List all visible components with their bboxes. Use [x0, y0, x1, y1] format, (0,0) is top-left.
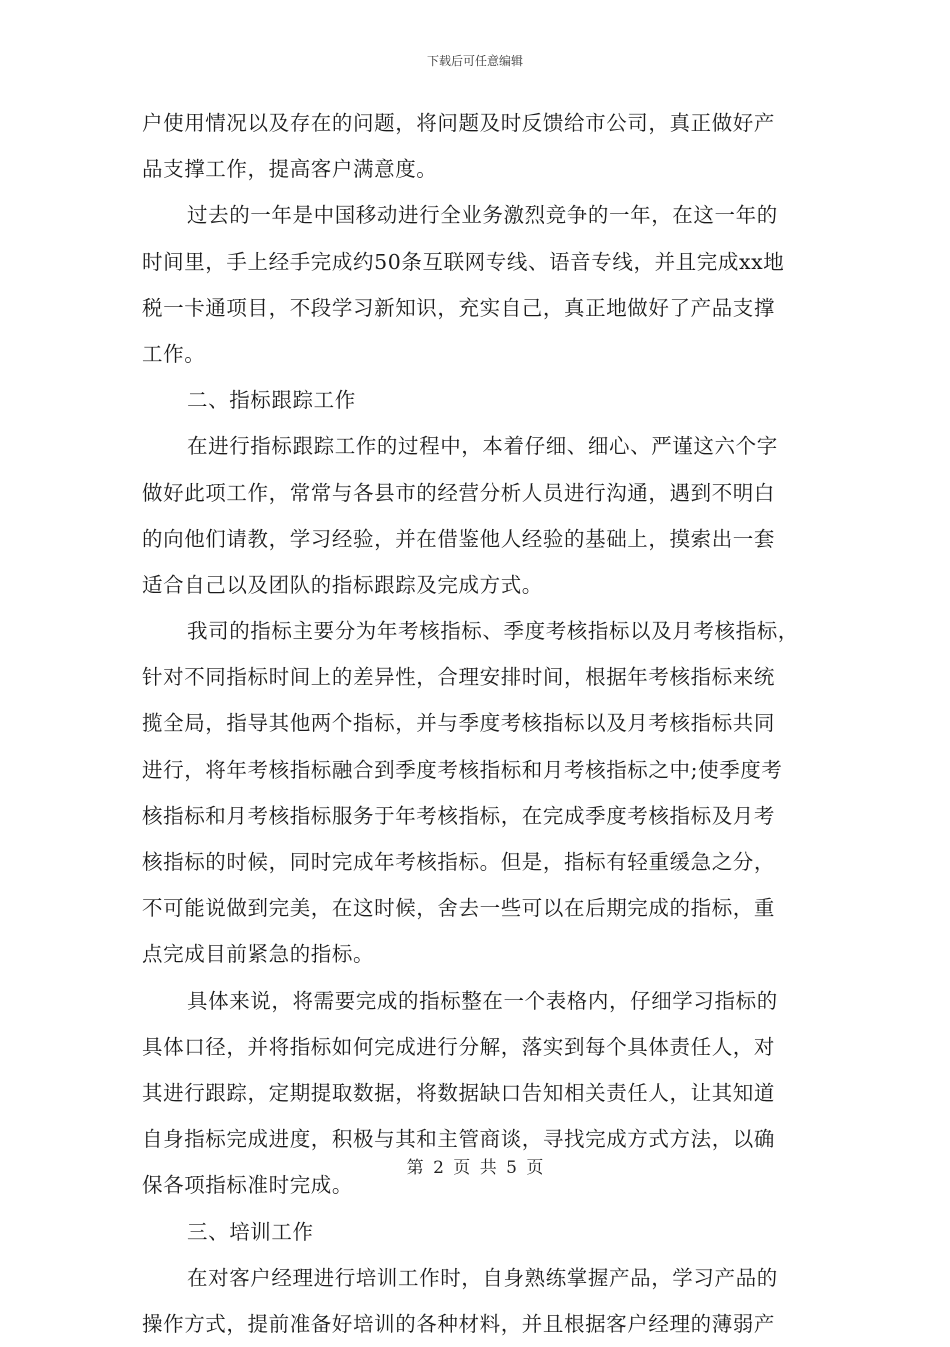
text-line: 点完成目前紧急的指标。 — [142, 942, 375, 967]
page-header: 下载后可任意编辑 — [426, 54, 523, 68]
text-line: 保各项指标准时完成。 — [142, 1173, 353, 1198]
text-line: 具体口径，并将指标如何完成进行分解，落实到每个具体责任人，对 — [142, 1034, 775, 1059]
text-line: 三、培训工作 — [187, 1219, 314, 1244]
text-line: 适合自己以及团队的指标跟踪及完成方式。 — [142, 572, 543, 597]
text-line: 税一卡通项目，不段学习新知识，充实自己，真正地做好了产品支撑 — [142, 295, 775, 320]
text-line: 具体来说，将需要完成的指标整在一个表格内，仔细学习指标的 — [187, 988, 778, 1013]
text-line: 二、指标跟踪工作 — [187, 388, 356, 413]
page-footer: 第 2 页 共 5 页 — [406, 1158, 544, 1178]
text-line: 核指标的时候，同时完成年考核指标。但是，指标有轻重缓急之分， — [142, 850, 775, 874]
text-line: 户使用情况以及存在的问题，将问题及时反馈给市公司，真正做好产 — [142, 111, 775, 135]
text-line: 揽全局，指导其他两个指标，并与季度考核指标以及月考核指标共同 — [142, 711, 775, 736]
text-line: 其进行跟踪，定期提取数据，将数据缺口告知相关责任人，让其知道 — [142, 1080, 775, 1105]
text-line: 时间里，手上经手完成约50条互联网专线、语音专线，并且完成xx地 — [142, 249, 785, 274]
text-line: 品支撑工作，提高客户满意度。 — [142, 157, 438, 182]
text-line: 做好此项工作，常常与各县市的经营分析人员进行沟通，遇到不明白 — [142, 480, 775, 505]
text-line: 自身指标完成进度，积极与其和主管商谈，寻找完成方式方法，以确 — [142, 1127, 775, 1152]
text-line: 操作方式，提前准备好培训的各种材料，并且根据客户经理的薄弱产 — [142, 1311, 775, 1336]
text-line: 过去的一年是中国移动进行全业务激烈竞争的一年，在这一年的 — [187, 203, 778, 228]
text-line: 工作。 — [142, 341, 206, 366]
text-line: 进行，将年考核指标融合到季度考核指标和月考核指标之中;使季度考 — [142, 757, 783, 782]
text-line: 在进行指标跟踪工作的过程中，本着仔细、细心、严谨这六个字 — [187, 434, 778, 459]
text-line: 针对不同指标时间上的差异性，合理安排时间，根据年考核指标来统 — [142, 665, 775, 690]
text-line: 的向他们请教，学习经验，并在借鉴他人经验的基础上，摸索出一套 — [142, 526, 775, 551]
text-line: 在对客户经理进行培训工作时，自身熟练掌握产品，学习产品的 — [187, 1265, 778, 1290]
text-line: 不可能说做到完美，在这时候，舍去一些可以在后期完成的指标，重 — [142, 896, 775, 921]
text-line: 我司的指标主要分为年考核指标、季度考核指标以及月考核指标， — [187, 619, 799, 644]
text-line: 核指标和月考核指标服务于年考核指标，在完成季度考核指标及月考 — [142, 803, 775, 828]
